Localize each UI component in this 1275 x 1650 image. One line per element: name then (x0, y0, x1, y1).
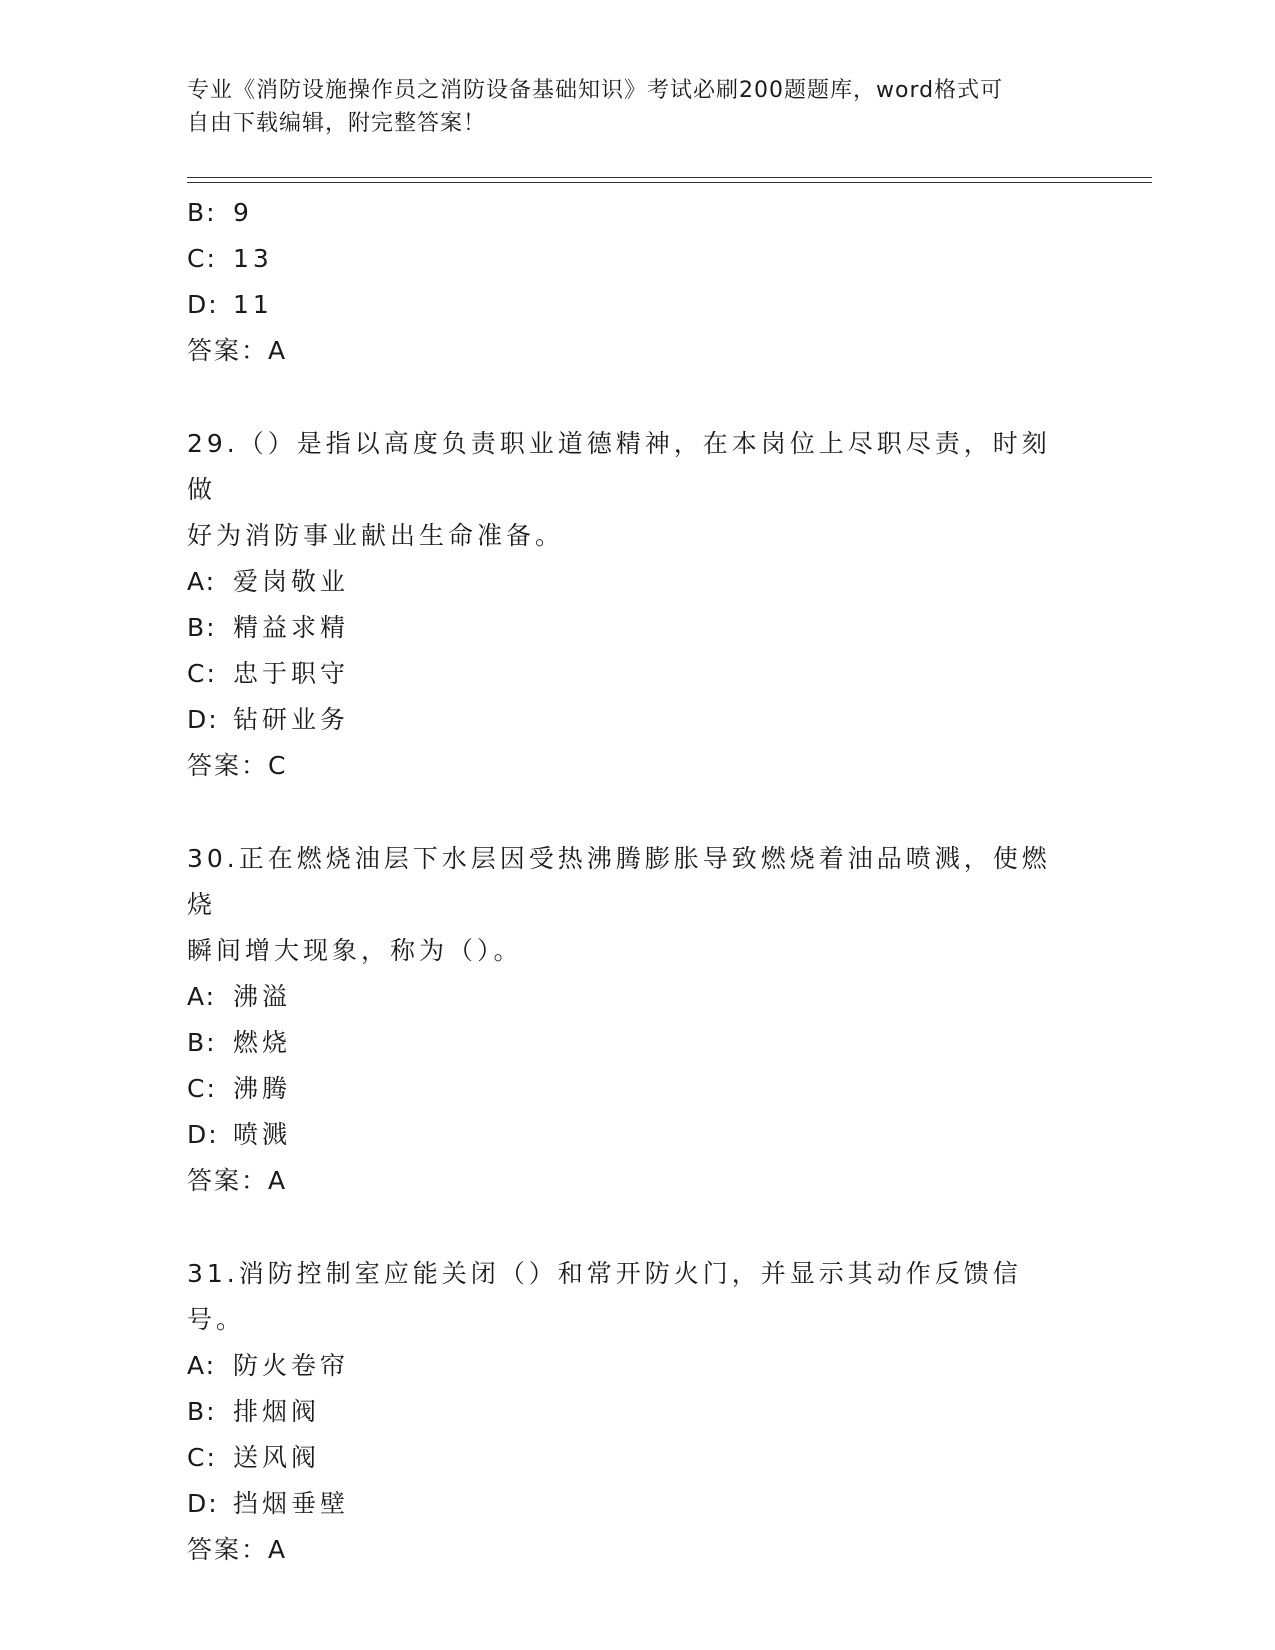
header-divider-top (187, 177, 1152, 178)
option-d: D: 挡烟垂壁 (187, 1489, 350, 1518)
answer: 答案：A (187, 1535, 288, 1564)
option-c: C: 忠于职守 (187, 659, 350, 688)
question-stem: 31.消防控制室应能关闭（）和常开防火门，并显示其动作反馈信号。 (187, 1259, 1022, 1334)
option-a: A: 防火卷帘 (187, 1351, 350, 1380)
header-line-2: 自由下载编辑，附完整答案！ (187, 111, 487, 136)
option-b: B: 精益求精 (187, 613, 350, 642)
question-31 (187, 1251, 1077, 1573)
option-c: C: 送风阀 (187, 1443, 321, 1472)
option-b: B: 9 (187, 198, 253, 227)
header-divider-bottom (187, 182, 1152, 183)
option-b: B: 排烟阀 (187, 1397, 321, 1426)
question-28 (187, 190, 1077, 374)
answer: 答案：C (187, 751, 288, 780)
question-list (187, 190, 1077, 1573)
option-a: A: 沸溢 (187, 982, 292, 1011)
option-a: A: 爱岗敬业 (187, 567, 350, 596)
header-line-1: 专业《消防设施操作员之消防设备基础知识》考试必刷200题题库，word格式可 (187, 78, 1004, 103)
question-29 (187, 421, 1077, 789)
option-d: D: 11 (187, 290, 273, 319)
option-c: C: 13 (187, 244, 273, 273)
option-d: D: 喷溅 (187, 1120, 292, 1149)
answer: 答案：A (187, 1166, 288, 1195)
document-header (187, 74, 1067, 140)
question-stem: 29.（）是指以高度负责职业道德精神，在本岗位上尽职尽责，时刻做 好为消防事业献出生命准备。 (187, 429, 1051, 550)
option-d: D: 钻研业务 (187, 705, 350, 734)
answer: 答案：A (187, 336, 288, 365)
question-30 (187, 836, 1077, 1204)
question-stem: 30.正在燃烧油层下水层因受热沸腾膨胀导致燃烧着油品喷溅，使燃烧 瞬间增大现象，称为（）。 (187, 844, 1051, 965)
option-c: C: 沸腾 (187, 1074, 292, 1103)
option-b: B: 燃烧 (187, 1028, 292, 1057)
